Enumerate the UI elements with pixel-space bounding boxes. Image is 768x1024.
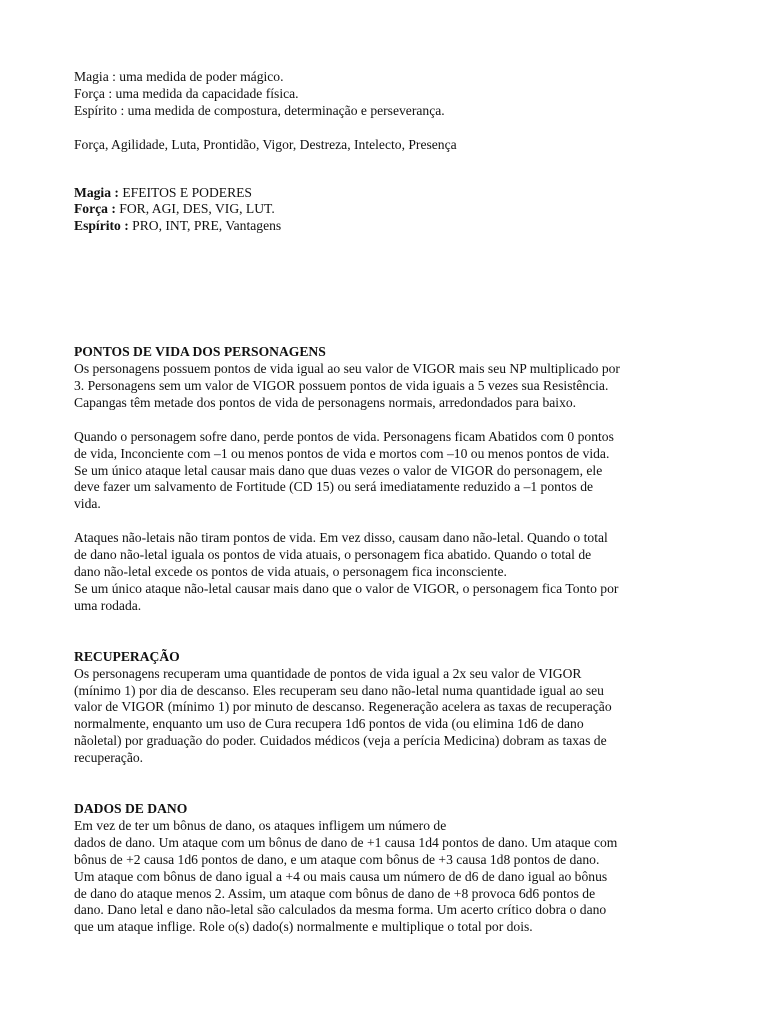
- paragraph-line: recuperação.: [74, 750, 144, 766]
- group-line-espirito: [74, 218, 704, 235]
- group-label: Magia :: [74, 184, 119, 200]
- section-heading-recuperacao: [74, 649, 704, 666]
- intro-line: Espírito : uma medida de compostura, determinação e perseverança.: [74, 102, 445, 118]
- paragraph-line: 3. Personagens sem um valor de VIGOR possuem pontos de vida iguais a 5 vezes sua Resistência.: [74, 378, 609, 394]
- paragraph-line: (mínimo 1) por dia de descanso. Eles recuperam seu dano não-letal numa quantidade igual ao seu: [74, 682, 604, 698]
- spacer: [74, 615, 704, 649]
- paragraph-line: Se um único ataque letal causar mais dano que duas vezes o valor de VIGOR do personagem, ele: [74, 462, 603, 478]
- paragraph-line: Os personagens recuperam uma quantidade de pontos de vida igual a 2x seu valor de VIGOR: [74, 665, 582, 681]
- paragraph-line: dano. Dano letal e dano não-letal são calculados da mesma forma. Um acerto crítico dobra o dano: [74, 902, 607, 918]
- paragraph-line: que um ataque inflige. Role o(s) dado(s) normalmente e multiplique o total por dois.: [74, 919, 533, 935]
- spacer: [74, 154, 704, 185]
- spacer: [74, 412, 704, 429]
- group-value: EFEITOS E PODERES: [118, 184, 252, 200]
- attributes-line: Força, Agilidade, Luta, Prontidão, Vigor, Destreza, Intelecto, Presença: [74, 136, 457, 152]
- paragraph-line: Em vez de ter um bônus de dano, os ataques infligem um número de: [74, 817, 447, 833]
- group-label: Espírito :: [74, 218, 129, 234]
- paragraph-line: de vida, Inconciente com –1 ou menos pontos de vida e mortos com –10 ou menos pontos de vida.: [74, 445, 610, 461]
- paragraph-line: Os personagens possuem pontos de vida igual ao seu valor de VIGOR mais seu NP multiplicado por: [74, 361, 620, 377]
- paragraph-line: Quando o personagem sofre dano, perde pontos de vida. Personagens ficam Abatidos com 0 pontos: [74, 428, 614, 444]
- paragraph-line: valor de VIGOR (mínimo 1) por minuto de descanso. Regeneração acelera as taxas de recuperação: [74, 699, 612, 715]
- paragraph-line: Se um único ataque não-letal causar mais dano que o valor de VIGOR, o personagem fica Tonto por: [74, 580, 619, 596]
- paragraph-line: Ataques não-letais não tiram pontos de vida. Em vez disso, causam dano não-letal. Quando o total: [74, 530, 608, 546]
- spacer: [74, 235, 704, 344]
- paragraph-line: nãoletal) por graduação do poder. Cuidados médicos (veja a perícia Medicina) dobram as taxas de: [74, 733, 607, 749]
- paragraph-line: de dano não-letal iguala os pontos de vida atuais, o personagem fica abatido. Quando o total de: [74, 547, 592, 563]
- paragraph-line: dados de dano. Um ataque com um bônus de dano de +1 causa 1d4 pontos de dano. Um ataque com: [74, 834, 618, 850]
- heading-text: RECUPERAÇÃO: [74, 648, 180, 664]
- intro-line: Força : uma medida da capacidade física.: [74, 85, 299, 101]
- spacer: [74, 513, 704, 530]
- heading-text: PONTOS DE VIDA DOS PERSONAGENS: [74, 344, 326, 360]
- group-value: FOR, AGI, DES, VIG, LUT.: [115, 201, 275, 217]
- paragraph-line: bônus de +2 causa 1d6 pontos de dano, e um ataque com bônus de +3 causa 1d8 pontos de dano.: [74, 851, 600, 867]
- paragraph-line: Um ataque com bônus de dano igual a +4 ou mais causa um número de d6 de dano igual ao bônus: [74, 868, 608, 884]
- group-label: Força :: [74, 201, 116, 217]
- spacer: [74, 767, 704, 801]
- paragraph-line: deve fazer um salvamento de Fortitude (CD 15) ou será imediatamente reduzido a –1 pontos de: [74, 479, 594, 495]
- intro-line: Magia : uma medida de poder mágico.: [74, 69, 284, 84]
- paragraph-line: normalmente, enquanto um uso de Cura recupera 1d6 pontos de vida (ou elimina 1d6 de dano: [74, 716, 584, 732]
- spacer: [74, 120, 704, 137]
- heading-text: DADOS DE DANO: [74, 801, 188, 817]
- group-line-forca: [74, 201, 704, 218]
- paragraph-line: Capangas têm metade dos pontos de vida de personagens normais, arredondados para baixo.: [74, 394, 577, 410]
- paragraph-line: de dano do ataque menos 2. Assim, um ataque com bônus de dano de +8 provoca 6d6 pontos de: [74, 885, 596, 901]
- paragraph-line: dano não-letal excede os pontos de vida atuais, o personagem fica inconsciente.: [74, 563, 507, 579]
- group-value: PRO, INT, PRE, Vantagens: [128, 218, 282, 234]
- document-page: [74, 69, 704, 936]
- section-heading-pontos: [74, 344, 704, 361]
- paragraph-line: vida.: [74, 496, 101, 512]
- paragraph-line: uma rodada.: [74, 597, 142, 613]
- section-heading-dados: [74, 801, 704, 818]
- group-line-magia: [74, 185, 704, 202]
